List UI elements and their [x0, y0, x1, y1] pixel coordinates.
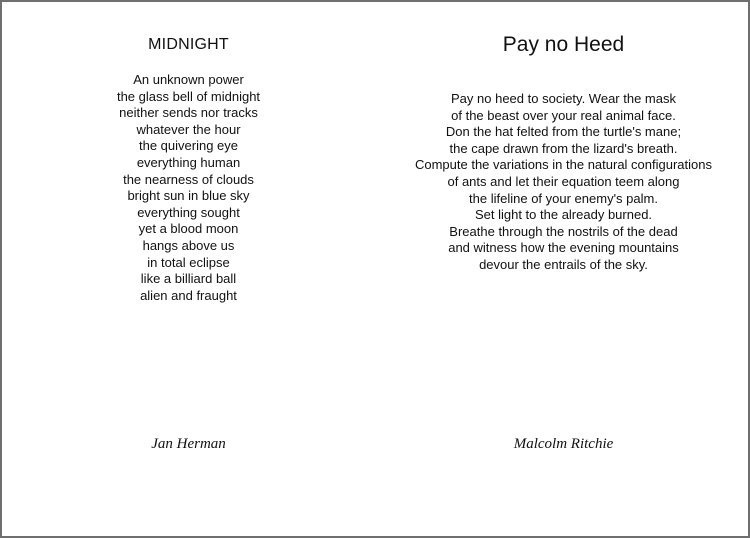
author-signature-left: Jan Herman: [151, 436, 226, 452]
poem-line: the lifeline of your enemy's palm.: [469, 190, 658, 206]
poem-line: bright sun in blue sky: [127, 188, 250, 204]
poem-line: hangs above us: [142, 237, 235, 253]
poem-line: Don the hat felted from the turtle's mane;: [445, 124, 682, 140]
poem-line: An unknown power: [133, 72, 244, 87]
right-page: [377, 2, 750, 536]
author-signature-right: Malcolm Ritchie: [513, 436, 614, 452]
poem-line: whatever the hour: [136, 121, 241, 137]
poem-line: Pay no heed to society. Wear the mask: [451, 91, 676, 106]
left-page: [2, 2, 375, 536]
poem-line: neither sends nor tracks: [119, 105, 258, 121]
poem-line: of ants and let their equation teem along: [447, 173, 680, 189]
poem-line: everything human: [136, 154, 241, 170]
poem-line: of the beast over your real animal face.: [451, 107, 676, 123]
poem-title-midnight: MIDNIGHT: [148, 36, 229, 53]
poem-line: the cape drawn from the lizard's breath.: [449, 140, 678, 156]
poem-body-pay-no-heed: [377, 91, 750, 274]
poem-title-pay-no-heed: Pay no Heed: [502, 33, 625, 56]
poem-line: everything sought: [137, 204, 240, 220]
poem-line: in total eclipse: [147, 254, 230, 270]
poem-line: yet a blood moon: [138, 221, 239, 237]
poem-line: the glass bell of midnight: [116, 88, 261, 104]
poem-body-midnight: [2, 72, 375, 304]
poem-line: Set light to the already burned.: [474, 207, 653, 223]
poem-line: Compute the variations in the natural configurations: [414, 157, 712, 173]
poem-line: and witness how the evening mountains: [448, 240, 679, 256]
poem-line: alien and fraught: [140, 287, 237, 303]
poem-line: the nearness of clouds: [123, 171, 254, 187]
poem-line: like a billiard ball: [140, 271, 237, 287]
poem-line: devour the entrails of the sky.: [479, 256, 648, 272]
poem-line: Breathe through the nostrils of the dead: [449, 223, 678, 239]
poem-line: the quivering eye: [138, 138, 238, 154]
